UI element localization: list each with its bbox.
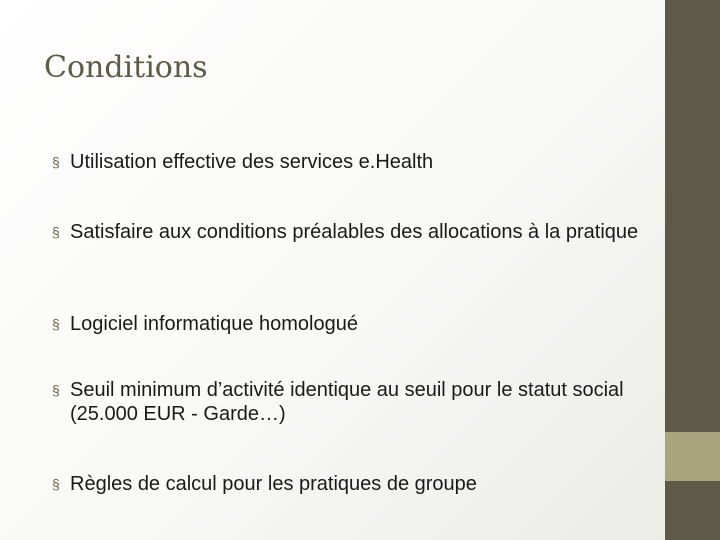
bullet-text: Satisfaire aux conditions préalables des allocations à la pratique — [70, 221, 639, 243]
side-band-upper — [665, 0, 720, 432]
bullet-item — [52, 220, 642, 244]
side-band-accent — [665, 432, 720, 481]
decorative-side-band — [665, 0, 720, 540]
bullet-text: Logiciel informatique homologué — [70, 313, 358, 335]
side-band-lower — [665, 481, 720, 540]
bullet-item — [52, 150, 642, 174]
bullet-square-icon: § — [52, 476, 60, 492]
bullet-square-icon: § — [52, 382, 60, 398]
bullet-text: Seuil minimum d’activité identique au seuil pour le statut social (25.000 EUR - Garde…) — [70, 379, 624, 425]
bullet-square-icon: § — [52, 224, 60, 240]
bullet-square-icon: § — [52, 316, 60, 332]
slide-title: Conditions — [44, 50, 208, 85]
bullet-text: Règles de calcul pour les pratiques de groupe — [70, 473, 477, 495]
bullet-item — [52, 378, 642, 426]
bullet-item — [52, 472, 642, 496]
bullet-square-icon: § — [52, 154, 60, 170]
bullet-item — [52, 312, 642, 336]
bullet-text: Utilisation effective des services e.Health — [70, 151, 434, 173]
